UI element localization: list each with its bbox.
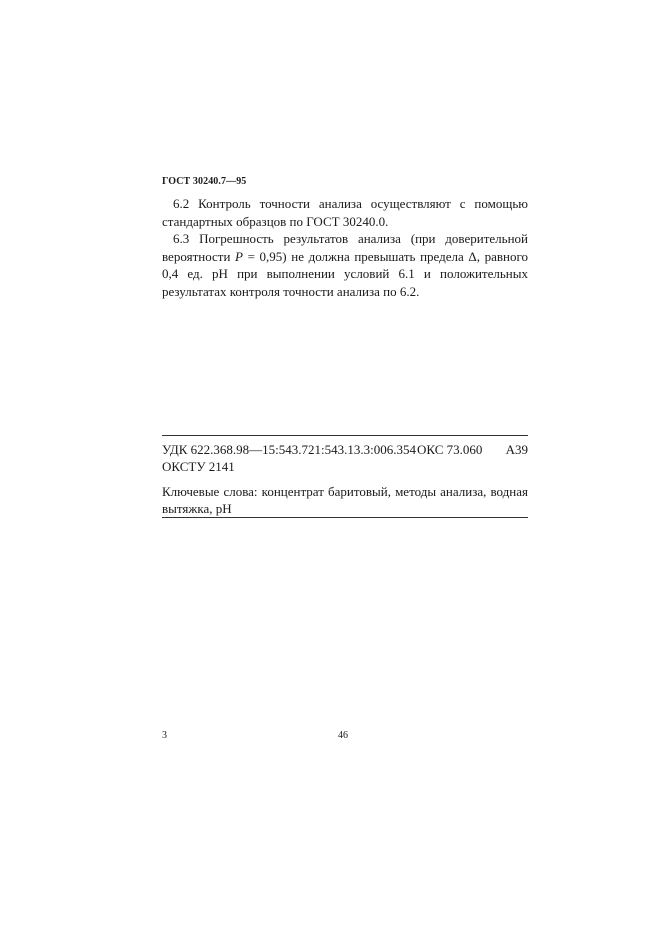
- oks-code: ОКС 73.060: [417, 442, 483, 457]
- okstu-code: ОКСТУ 2141: [162, 459, 235, 474]
- page-number: 46: [338, 730, 348, 741]
- keywords: Ключевые слова: концентрат баритовый, методы анализа, водная вытяжка, рН: [162, 484, 528, 516]
- paragraph-6-2: 6.2 Контроль точности анализа осуществляют с помощью стандартных образцов по ГОСТ 30240.0.: [162, 196, 528, 229]
- paragraph-6-3: [162, 230, 528, 300]
- udk-code: УДК 622.368.98—15:543.721:543.13.3:006.354: [162, 442, 417, 457]
- footer-mark: 3: [162, 730, 167, 741]
- group-code: А39: [505, 442, 528, 457]
- bottom-divider: [162, 517, 528, 518]
- paragraph-6-3-text-start: 6.3 Погрешность результатов анализа (при доверительной вероятности: [162, 231, 528, 264]
- document-header: ГОСТ 30240.7—95: [162, 176, 247, 187]
- paragraph-6-3-text-end: = 0,95) не должна превышать предела Δ, равного 0,4 ед. рН при выполнении условий 6.1 и положительных результатах контроля точности анализа по 6.2.: [162, 248, 528, 299]
- probability-variable: P: [235, 248, 243, 264]
- top-divider: [162, 435, 528, 436]
